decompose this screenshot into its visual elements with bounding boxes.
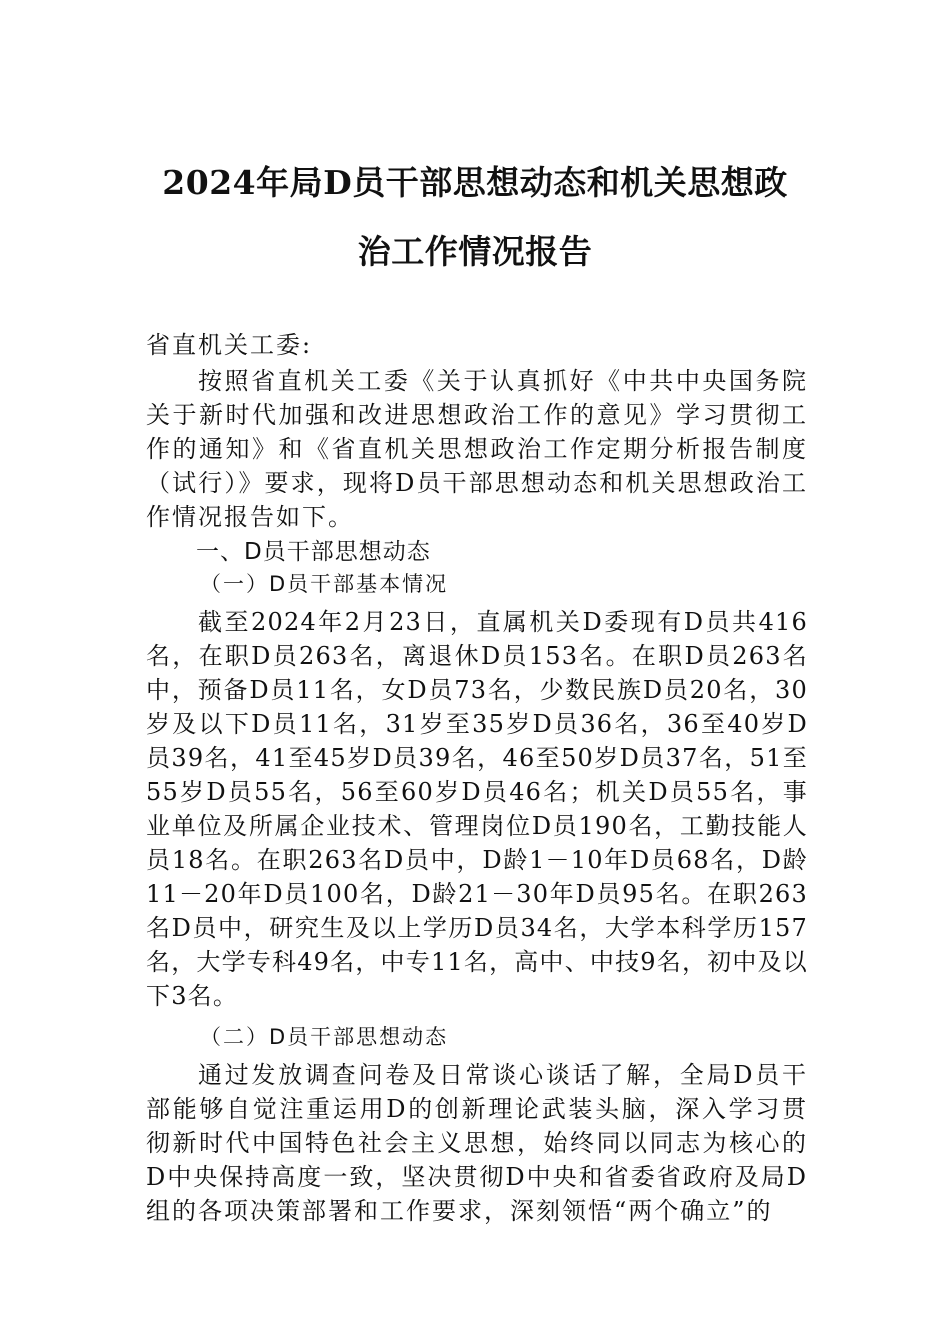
subsection-heading-2: （二）D员干部思想动态 (200, 1025, 449, 1049)
salutation: 省直机关工委: (146, 331, 313, 359)
intro-paragraph: 按照省直机关工委《关于认真抓好《中共中央国务院关于新时代加强和改进思想政治工作的意见》学习贯彻工作的通知》和《省直机关思想政治工作定期分析报告制度（试行）》要求，现将D员干部思想动态和机关思想政治工作情况报告如下。 (146, 367, 808, 531)
section-heading-1: 一、D员干部思想动态 (196, 539, 431, 565)
subsection-paragraph-1: 截至2024年2月23日，直属机关D委现有D员共416名，在职D员263名，离退休D员153名。在职D员263名中，预备D员11名，女D员73名，少数民族D员20名，30岁及以下D员11名，31岁至35岁D员36名，36至40岁D员39名，41至45岁D员39名，46至50岁D员37名，51至55岁D员55名，56至60岁D员46名；机关D员55名，事业单位及所属企业技术、管理岗位D员190名，工勤技能人员18名。在职263名D员中，D龄1－10年D员68名，D龄11－20年D员100名，D龄21－30年D员95名。在职263名D员中，研究生及以上学历D员34名，大学本科学历157名，大学专科49名，中专11名，高中、中技9名，初中及以下3名。 (146, 608, 808, 1010)
document-title-line2: 治工作情况报告 (357, 232, 593, 271)
subsection-heading-1: （一）D员干部基本情况 (200, 572, 449, 596)
subsection-paragraph-2: 通过发放调查问卷及日常谈心谈话了解，全局D员干部能够自觉注重运用D的创新理论武装头脑，深入学习贯彻新时代中国特色社会主义思想，始终同以同志为核心的D中央保持高度一致，坚决贯彻D中央和省委省政府及局D组的各项决策部署和工作要求，深刻领悟“两个确立”的 (146, 1061, 808, 1225)
document-title-line1: 2024年局D员干部思想动态和机关思想政 (162, 163, 788, 202)
